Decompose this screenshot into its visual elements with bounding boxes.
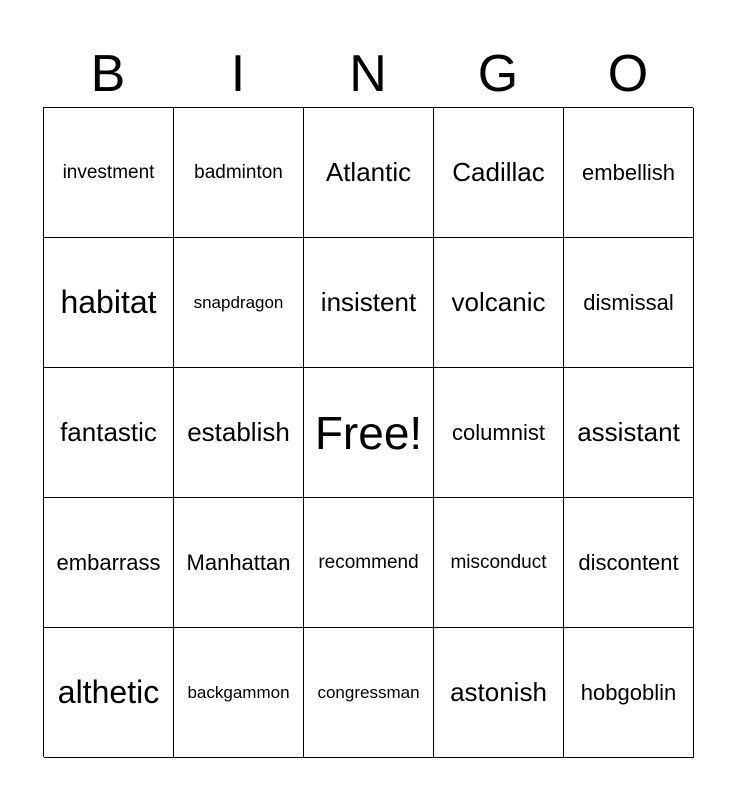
- bingo-cell: misconduct: [434, 498, 564, 628]
- bingo-cell: Cadillac: [434, 108, 564, 238]
- bingo-cell: hobgoblin: [564, 628, 694, 758]
- bingo-cell: Manhattan: [174, 498, 304, 628]
- bingo-cell: astonish: [434, 628, 564, 758]
- bingo-cell: fantastic: [44, 368, 174, 498]
- bingo-cell: dismissal: [564, 238, 694, 368]
- bingo-cell: establish: [174, 368, 304, 498]
- bingo-cell: investment: [44, 108, 174, 238]
- bingo-cell: althetic: [44, 628, 174, 758]
- bingo-cell: insistent: [304, 238, 434, 368]
- bingo-cell: embarrass: [44, 498, 174, 628]
- bingo-board: [43, 107, 693, 757]
- header-letter-o: O: [607, 45, 649, 103]
- bingo-cell: badminton: [174, 108, 304, 238]
- header-letter-g: G: [477, 45, 519, 103]
- bingo-cell: discontent: [564, 498, 694, 628]
- header-letter-n: N: [349, 45, 387, 103]
- bingo-cell: embellish: [564, 108, 694, 238]
- free-space-cell: Free!: [304, 368, 434, 498]
- bingo-cell: volcanic: [434, 238, 564, 368]
- bingo-cell: habitat: [44, 238, 174, 368]
- bingo-cell: assistant: [564, 368, 694, 498]
- bingo-cell: snapdragon: [174, 238, 304, 368]
- bingo-cell: columnist: [434, 368, 564, 498]
- bingo-header: [43, 40, 693, 108]
- bingo-cell: Atlantic: [304, 108, 434, 238]
- header-letter-b: B: [90, 45, 126, 103]
- bingo-cell: congressman: [304, 628, 434, 758]
- bingo-cell: recommend: [304, 498, 434, 628]
- header-letter-i: I: [230, 45, 246, 103]
- bingo-cell: backgammon: [174, 628, 304, 758]
